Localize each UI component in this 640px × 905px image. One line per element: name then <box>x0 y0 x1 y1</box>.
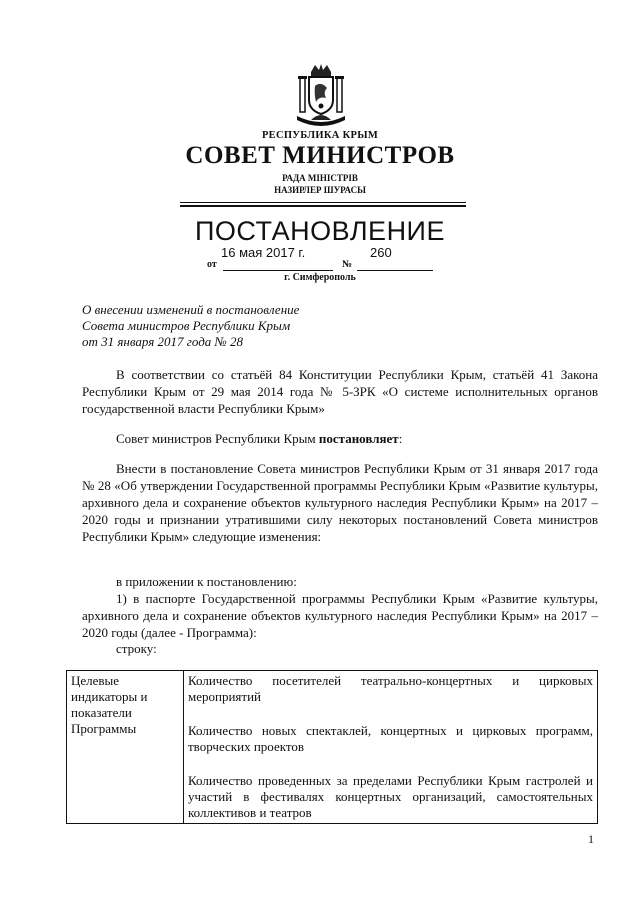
preamble-paragraph: В соответствии со статьёй 84 Конституции Республики Крым, статьёй 41 Закона Республики Крым от 29 мая 2014 года № 5-ЗРК «О системе исполнительных органов государственной власти Республики Крым» <box>82 367 598 416</box>
date-number-line <box>205 247 445 269</box>
resolution-text: Совет министров Республики Крым <box>116 431 319 446</box>
document-type-title: ПОСТАНОВЛЕНИЕ <box>195 216 445 246</box>
date-underline <box>223 270 333 271</box>
council-name: СОВЕТ МИНИСТРОВ <box>185 142 455 169</box>
list-item: Количество новых спектаклей, концертных и цирковых программ, творческих проектов <box>188 723 593 754</box>
page-number: 1 <box>588 832 594 846</box>
republic-name: РЕСПУБЛИКА КРЫМ <box>261 130 379 141</box>
passport-paragraph: 1) в паспорте Государственной программы Республики Крым «Развитие культуры, архивного дела и сохранение объектов культурного наследия Республики Крым» на 2017 – 2020 годы (далее - Программа): <box>82 591 598 640</box>
header-divider-thin <box>180 202 466 203</box>
council-name-crimean-tatar: НАЗИРЛЕР ШУРАСЫ <box>274 185 366 195</box>
table-cell-values <box>184 671 598 824</box>
council-name-ukrainian: РАДА МІНІСТРІВ <box>282 173 358 183</box>
list-item: Количество проведенных за пределами Республики Крым гастролей и участий в фестивалях концертных организаций, самостоятельных коллективов и театров <box>188 773 593 820</box>
crimea-coat-of-arms-icon <box>293 62 349 128</box>
document-date: 16 мая 2017 г. <box>221 245 306 260</box>
number-label: № <box>342 259 353 270</box>
date-label: от <box>207 259 217 270</box>
table-cell-label: Целевые индикаторы и показатели Программы <box>67 671 184 824</box>
amendment-paragraph: Внести в постановление Совета министров Республики Крым от 31 января 2017 года № 28 «Об утверждении Государственной программы Республики Крым «Развитие культуры, архивного дела и сохранение объектов культурного наследия Республики Крым» на 2017 – 2020 годы и признании утратившими силу некоторых постановлений Совета министров Республики Крым» следующие изменения: <box>82 461 598 544</box>
document-subject <box>82 302 299 350</box>
header-divider-thick <box>180 205 466 207</box>
list-item: Количество посетителей театрально-концертных и цирковых мероприятий <box>188 673 593 704</box>
table-row <box>67 671 598 824</box>
subject-line: О внесении изменений в постановление <box>82 302 300 317</box>
indicators-table <box>66 670 598 824</box>
annex-paragraph: в приложении к постановлению: <box>116 574 297 589</box>
resolution-paragraph <box>82 430 598 447</box>
subject-line: от 31 января 2017 года № 28 <box>82 334 244 349</box>
number-underline <box>357 270 433 271</box>
city-name: г. Симферополь <box>284 272 356 283</box>
subject-line: Совета министров Республики Крым <box>82 318 291 333</box>
resolution-verb: постановляет <box>318 431 399 446</box>
document-number: 260 <box>370 245 392 260</box>
resolution-colon: : <box>398 431 403 446</box>
row-label-paragraph: строку: <box>116 641 157 656</box>
